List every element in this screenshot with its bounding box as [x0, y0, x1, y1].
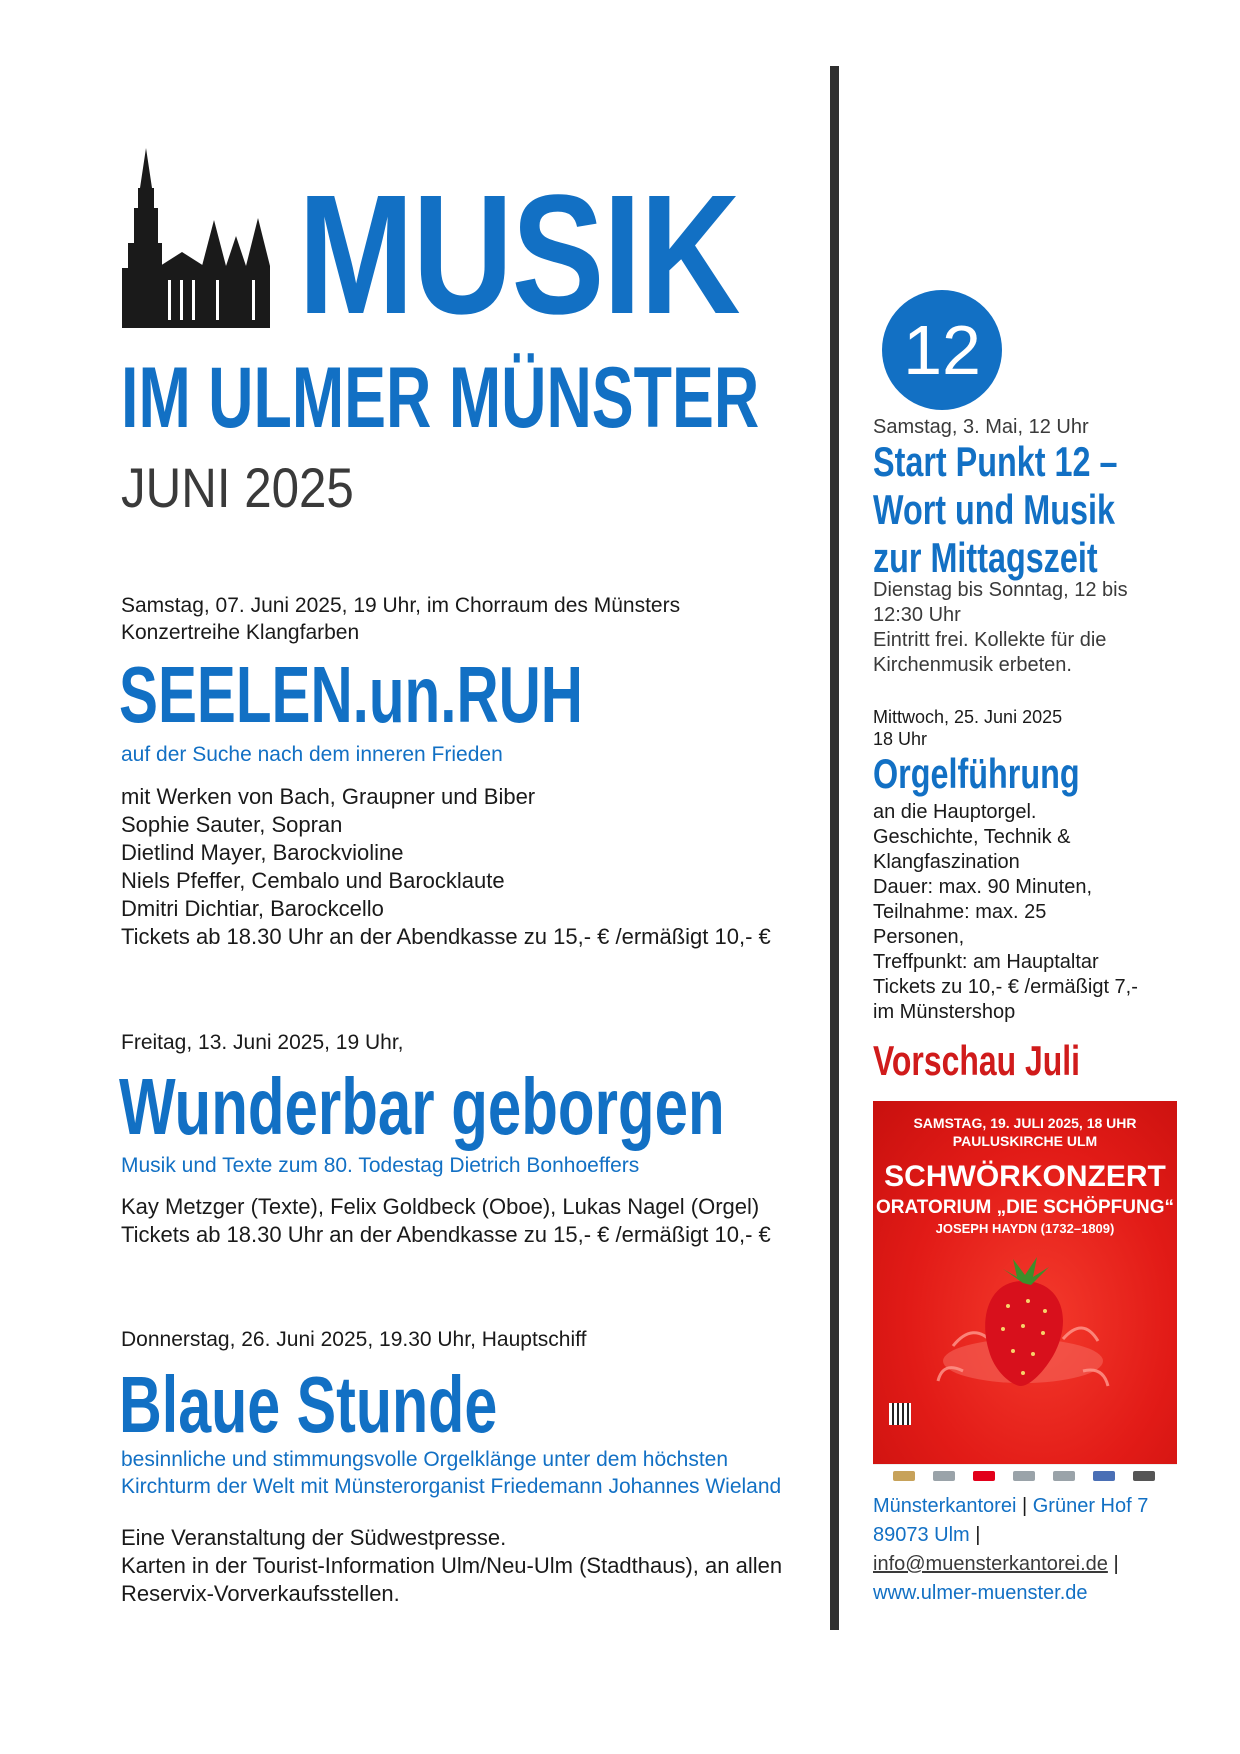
event-detail-line: Sophie Sauter, Sopran	[121, 812, 343, 837]
event-detail-line: Reservix-Vorverkaufsstellen.	[121, 1581, 400, 1606]
event-subtitle	[121, 1446, 841, 1500]
sponsor-logo-icon	[1053, 1471, 1075, 1481]
event-detail-line: Karten in der Tourist-Information Ulm/Neu-Ulm (Stadthaus), an allen	[121, 1553, 783, 1578]
poster-title: SCHWÖRKONZERT	[884, 1160, 1166, 1193]
event-date: Donnerstag, 26. Juni 2025, 19.30 Uhr, Hauptschiff	[121, 1328, 587, 1351]
event-date: Samstag, 07. Juni 2025, 19 Uhr, im Chorraum des Münsters	[121, 594, 681, 617]
event-detail-line: Dmitri Dichtiar, Barockcello	[121, 896, 384, 921]
event-date: Freitag, 13. Juni 2025, 19 Uhr,	[121, 1031, 404, 1054]
orgel-detail-line: Klangfaszination	[873, 851, 1020, 873]
event-detail-line: Tickets ab 18.30 Uhr an der Abendkasse zu 15,- € /ermäßigt 10,- €	[121, 1222, 771, 1247]
orgel-details	[873, 800, 1143, 1025]
event-detail-line: Eine Veranstaltung der Südwestpresse.	[121, 1525, 507, 1550]
orgel-detail-line: im Münstershop	[873, 1001, 1016, 1023]
column-divider	[830, 66, 839, 1630]
orgel-detail-line: Treffpunkt: am Hauptaltar	[873, 951, 1099, 973]
event-detail-line: Kay Metzger (Texte), Felix Goldbeck (Oboe), Lukas Nagel (Orgel)	[121, 1194, 760, 1219]
schwoerkonzert-poster	[873, 1101, 1177, 1464]
startpunkt-details	[873, 578, 1133, 678]
contact-block	[873, 1492, 1173, 1608]
poster-date: SAMSTAG, 19. JULI 2025, 18 UHR	[913, 1115, 1137, 1131]
page-subtitle: IM ULMER MÜNSTER	[121, 350, 760, 446]
startpunkt-title-line: Start Punkt 12 –	[873, 438, 1118, 485]
separator: |	[975, 1524, 981, 1546]
sponsor-logo-icon	[1013, 1471, 1035, 1481]
contact-email-link[interactable]: info@muensterkantorei.de	[873, 1553, 1108, 1575]
event-series: Konzertreihe Klangfarben	[121, 621, 360, 644]
poster-venue: PAULUSKIRCHE ULM	[952, 1133, 1098, 1149]
event-subtitle: auf der Suche nach dem inneren Frieden	[121, 743, 503, 766]
separator: |	[1113, 1553, 1119, 1575]
sponsor-logos	[873, 1464, 1177, 1487]
preview-heading: Vorschau Juli	[873, 1037, 1080, 1084]
ulm-logo-icon	[1133, 1471, 1155, 1481]
orgel-title: Orgelführung	[873, 750, 1080, 797]
event-detail-line: Dietlind Mayer, Barockvioline	[121, 840, 404, 865]
sponsor-logo-icon	[933, 1471, 955, 1481]
orgel-detail-line: Geschichte, Technik &	[873, 826, 1071, 848]
event-detail-line: Niels Pfeffer, Cembalo und Barocklaute	[121, 868, 505, 893]
event-subtitle-line: besinnliche und stimmungsvolle Orgelklänge unter dem höchsten	[121, 1448, 729, 1471]
startpunkt-title	[873, 438, 1117, 582]
orgel-detail-line: Tickets zu 10,- € /ermäßigt 7,-	[873, 976, 1138, 998]
strawberry-splash-icon	[933, 1251, 1113, 1401]
event-details	[121, 783, 841, 951]
separator: |	[1021, 1495, 1028, 1517]
orgel-date-line: Mittwoch, 25. Juni 2025	[873, 707, 1063, 727]
event-detail-line: mit Werken von Bach, Graupner und Biber	[121, 784, 536, 809]
event-meta	[121, 592, 761, 646]
startpunkt-detail-line: Kirchenmusik erbeten.	[873, 654, 1072, 676]
startpunkt-title-line: zur Mittagszeit	[873, 534, 1098, 581]
startpunkt-date: Samstag, 3. Mai, 12 Uhr	[873, 416, 1089, 438]
contact-website-link[interactable]: www.ulmer-muenster.de	[873, 1582, 1088, 1604]
contact-city: 89073 Ulm	[873, 1524, 970, 1546]
startpunkt-detail-line: Eintritt frei. Kollekte für die	[873, 629, 1107, 651]
poster-composer: JOSEPH HAYDN (1732–1809)	[935, 1221, 1115, 1236]
event-title: SEELEN.un.RUH	[119, 650, 583, 739]
sparkasse-logo-icon	[973, 1471, 995, 1481]
orgel-detail-line: Dauer: max. 90 Minuten,	[873, 876, 1092, 898]
orgel-date	[873, 706, 1062, 750]
sponsor-logo-icon	[893, 1471, 915, 1481]
event-title: Blaue Stunde	[119, 1360, 498, 1449]
contact-street: Grüner Hof 7	[1032, 1495, 1149, 1517]
orgel-time-line: 18 Uhr	[873, 729, 928, 749]
event-title: Wunderbar geborgen	[119, 1062, 725, 1151]
orgel-detail-line: an die Hauptorgel.	[873, 801, 1037, 823]
poster-subtitle: ORATORIUM „DIE SCHÖPFUNG“	[875, 1197, 1175, 1218]
orgel-detail-line: Teilnahme: max. 25 Personen,	[873, 901, 1047, 948]
page-title: MUSIK	[298, 160, 739, 350]
event-subtitle: Musik und Texte zum 80. Todestag Dietrich Bonhoeffers	[121, 1154, 640, 1177]
startpunkt-title-line: Wort und Musik	[873, 486, 1115, 533]
sponsor-logo-icon	[1093, 1471, 1115, 1481]
event-details	[121, 1524, 841, 1608]
qr-code-icon	[889, 1403, 911, 1425]
startpunkt-detail-line: 12:30 Uhr	[873, 604, 961, 626]
ulm-minster-silhouette-icon	[122, 148, 272, 328]
event-detail-line: Tickets ab 18.30 Uhr an der Abendkasse zu 15,- € /ermäßigt 10,- €	[121, 924, 771, 949]
event-subtitle-line: Kirchturm der Welt mit Münsterorganist Friedemann Johannes Wieland	[121, 1475, 782, 1498]
startpunkt-12-badge: 12	[882, 290, 1002, 410]
page-month: JUNI 2025	[121, 456, 354, 519]
event-details	[121, 1193, 841, 1249]
contact-org: Münsterkantorei	[873, 1495, 1017, 1517]
startpunkt-detail-line: Dienstag bis Sonntag, 12 bis	[873, 579, 1128, 601]
